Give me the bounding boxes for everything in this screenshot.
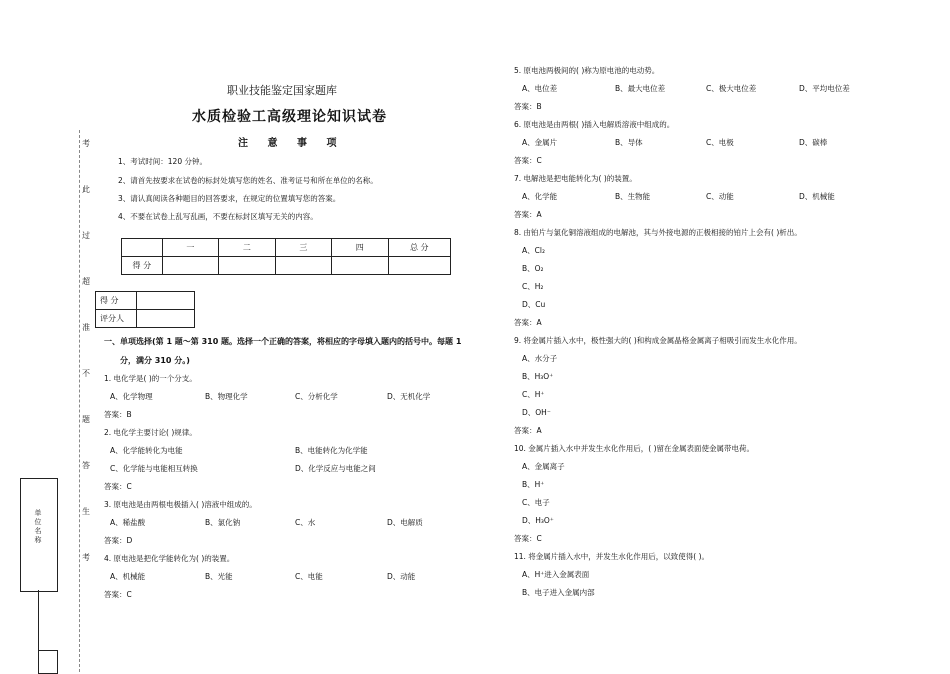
option: A、化学能	[522, 192, 558, 201]
page-title: 水质检验工高级理论知识试卷	[192, 109, 387, 125]
grader-table	[95, 291, 195, 328]
score-table	[121, 238, 451, 275]
binding-dashed-line	[79, 130, 80, 672]
grader-name-cell[interactable]	[137, 310, 195, 328]
note-item: 1、考试时间：120 分钟。	[118, 157, 207, 166]
page-subtitle: 职业技能鉴定国家题库	[227, 84, 337, 97]
option: C、H⁺	[522, 390, 545, 399]
option: D、无机化学	[387, 392, 431, 401]
option: B、电能转化为化学能	[295, 446, 368, 455]
option: B、导体	[615, 138, 643, 147]
binding-char: 不	[82, 369, 90, 378]
section-title-cont: 分，满分 310 分。)	[120, 356, 190, 365]
unit-name-box	[20, 478, 58, 592]
option: B、O₂	[522, 264, 544, 273]
score-header-cell: 二	[219, 239, 275, 257]
option: C、化学能与电能相互转换	[110, 464, 198, 473]
notice-title: 注 意 事 项	[238, 138, 345, 149]
unit-name-label: 单位名称	[34, 509, 42, 545]
answer: 答案：C	[104, 590, 132, 599]
question-stem: 5. 原电池两极间的( )称为原电池的电动势。	[514, 66, 660, 75]
question-stem: 2. 电化学主要讨论( )规律。	[104, 428, 197, 437]
option: C、极大电位差	[706, 84, 757, 93]
question-stem: 9. 将金属片插入水中，极性强大的( )和构成金属晶格金属离子相吸引而发生水化作用。	[514, 336, 802, 345]
binding-char: 题	[82, 415, 90, 424]
binding-char: 过	[82, 231, 90, 240]
option: C、动能	[706, 192, 734, 201]
question-stem: 11. 将金属片插入水中，并发生水化作用后，以致使得( )。	[514, 552, 710, 561]
score-cell[interactable]	[275, 257, 331, 275]
option: A、电位差	[522, 84, 558, 93]
option: C、电子	[522, 498, 550, 507]
answer: 答案：D	[104, 536, 133, 545]
binding-char: 此	[82, 185, 90, 194]
option: B、电子进入金属内部	[522, 588, 595, 597]
score-cell[interactable]	[332, 257, 388, 275]
score-header-cell	[122, 239, 163, 257]
binding-char: 准	[82, 323, 90, 332]
option: A、化学物理	[110, 392, 153, 401]
option: B、物理化学	[205, 392, 248, 401]
answer: 答案：B	[104, 410, 132, 419]
option: A、金属片	[522, 138, 558, 147]
answer: 答案：C	[104, 482, 132, 491]
score-cell[interactable]	[219, 257, 275, 275]
score-cell[interactable]	[388, 257, 450, 275]
option: D、Cu	[522, 300, 546, 309]
option: A、稀盐酸	[110, 518, 146, 527]
option: B、生物能	[615, 192, 651, 201]
option: A、机械能	[110, 572, 146, 581]
option: B、H⁺	[522, 480, 545, 489]
option: D、机械能	[799, 192, 835, 201]
option: C、H₂	[522, 282, 544, 291]
option: A、化学能转化为电能	[110, 446, 183, 455]
grader-score-label: 得 分	[96, 292, 137, 310]
grader-score-cell[interactable]	[137, 292, 195, 310]
option: A、水分子	[522, 354, 558, 363]
question-stem: 6. 原电池是由两根( )插入电解质溶液中组成的。	[514, 120, 675, 129]
option: B、氯化钠	[205, 518, 241, 527]
option: C、电极	[706, 138, 734, 147]
question-stem: 1. 电化学是( )的一个分支。	[104, 374, 197, 383]
note-item: 2、请首先按要求在试卷的标封处填写您的姓名、准考证号和所在单位的名称。	[118, 176, 378, 185]
answer: 答案：B	[514, 102, 542, 111]
answer: 答案：A	[514, 210, 542, 219]
section-title: 一、单项选择(第 1 题～第 310 题。选择一个正确的答案，将相应的字母填入题内的括号中。每题 1	[104, 337, 462, 346]
binding-bottom-box	[38, 650, 58, 674]
answer: 答案：C	[514, 156, 542, 165]
binding-char: 考	[82, 139, 90, 148]
binding-char: 答	[82, 461, 90, 470]
option: A、Cl₂	[522, 246, 545, 255]
binding-char: 生	[82, 507, 90, 516]
score-header-cell: 三	[275, 239, 331, 257]
question-stem: 4. 原电池是把化学能转化为( )的装置。	[104, 554, 235, 563]
option: D、碳棒	[799, 138, 828, 147]
option: D、OH⁻	[522, 408, 551, 417]
question-stem: 7. 电解池是把电能转化为( )的装置。	[514, 174, 637, 183]
option: C、电能	[295, 572, 323, 581]
option: C、分析化学	[295, 392, 338, 401]
note-item: 3、请认真阅读各种题目的回答要求，在规定的位置填写您的答案。	[118, 194, 341, 203]
grader-label: 评分人	[96, 310, 137, 328]
option: B、光能	[205, 572, 233, 581]
option: B、H₃O⁺	[522, 372, 554, 381]
option: B、最大电位差	[615, 84, 666, 93]
option: D、化学反应与电能之间	[295, 464, 376, 473]
score-header-cell: 总 分	[388, 239, 450, 257]
score-header-cell: 四	[332, 239, 388, 257]
score-row-label: 得 分	[122, 257, 163, 275]
option: D、动能	[387, 572, 416, 581]
option: A、H⁺进入金属表面	[522, 570, 590, 579]
option: A、金属离子	[522, 462, 565, 471]
option: D、H₃O⁺	[522, 516, 554, 525]
option: C、水	[295, 518, 316, 527]
answer: 答案：A	[514, 318, 542, 327]
note-item: 4、不要在试卷上乱写乱画，不要在标封区填写无关的内容。	[118, 212, 318, 221]
binding-stub-line	[38, 590, 39, 650]
answer: 答案：A	[514, 426, 542, 435]
binding-char: 考	[82, 553, 90, 562]
option: D、平均电位差	[799, 84, 850, 93]
score-cell[interactable]	[162, 257, 218, 275]
question-stem: 3. 原电池是由两根电极插入( )溶液中组成的。	[104, 500, 257, 509]
question-stem: 8. 由铂片与氯化铜溶液组成的电解池，其与外接电源的正极相接的铂片上会有( )析出。	[514, 228, 802, 237]
answer: 答案：C	[514, 534, 542, 543]
question-stem: 10. 金属片插入水中并发生水化作用后，( )留在金属表面使金属带电荷。	[514, 444, 755, 453]
option: D、电解质	[387, 518, 423, 527]
binding-char: 超	[82, 277, 90, 286]
score-header-cell: 一	[162, 239, 218, 257]
